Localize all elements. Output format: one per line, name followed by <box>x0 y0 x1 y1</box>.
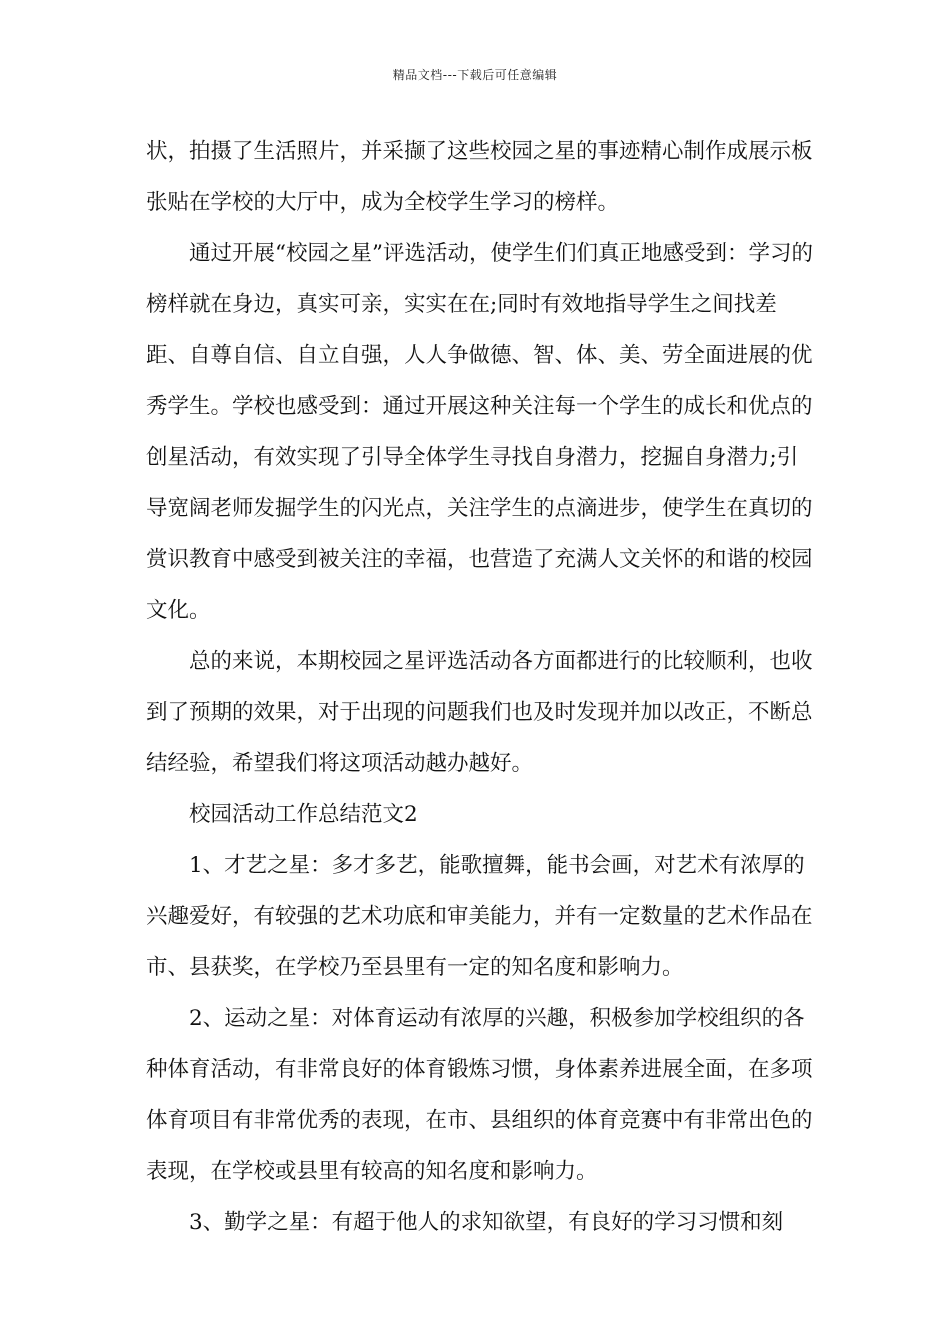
document-body <box>146 126 816 1248</box>
section-heading: 校园活动工作总结范文2 <box>189 802 418 827</box>
paragraph-activity-effects: 通过开展“校园之星”评选活动，使学生们们真正地感受到：学习的榜样就在身边，真实可亲，实实在在;同时有效地指导学生之间找差距、自尊自信、自立自强，人人争做德、智、体、美、劳全面进展的优秀学生。学校也感受到：通过开展这种关注每一个学生的成长和优点的创星活动，有效实现了引导全体学生寻找自身潜力，挖掘自身潜力;引导宽阔老师发掘学生的闪光点，关注学生的点滴进步，使学生在真切的赏识教育中感受到被关注的幸福，也营造了充满人文关怀的和谐的校园文化。 <box>146 241 813 623</box>
paragraph-talent-star: 1、才艺之星：多才多艺，能歌擅舞，能书会画，对艺术有浓厚的兴趣爱好，有较强的艺术功底和审美能力，并有一定数量的艺术作品在市、县获奖，在学校乃至县里有一定的知名度和影响力。 <box>146 853 813 980</box>
paragraph-summary: 总的来说，本期校园之星评选活动各方面都进行的比较顺利，也收到了预期的效果，对于出现的问题我们也及时发现并加以改正，不断总结经验，希望我们将这项活动越办越好。 <box>146 649 813 776</box>
paragraph-sports-star: 2、运动之星：对体育运动有浓厚的兴趣，积极参加学校组织的各种体育活动，有非常良好的体育锻炼习惯，身体素养进展全面，在多项体育项目有非常优秀的表现，在市、县组织的体育竞赛中有非常出色的表现，在学校或县里有较高的知名度和影响力。 <box>146 1006 813 1184</box>
paragraph-study-star: 3、勤学之星：有超于他人的求知欲望，有良好的学习习惯和刻 <box>189 1210 784 1235</box>
paragraph-continuation: 状，拍摄了生活照片，并采撷了这些校园之星的事迹精心制作成展示板张贴在学校的大厅中，成为全校学生学习的榜样。 <box>146 139 813 215</box>
page-header: 精品文档---下载后可任意编辑 <box>392 68 558 82</box>
